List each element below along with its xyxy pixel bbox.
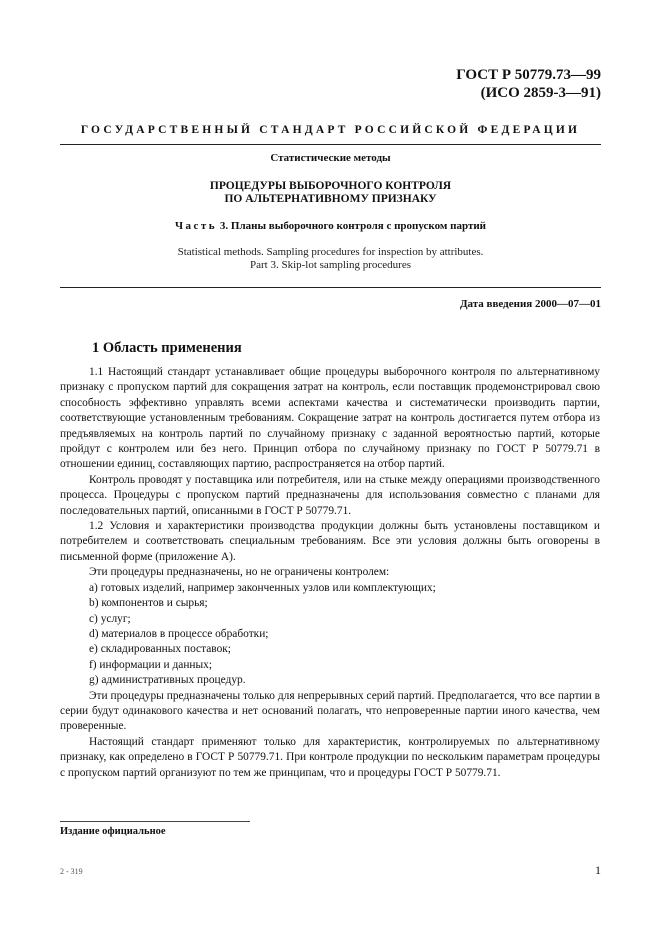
english-title-line-2: Part 3. Skip-lot sampling procedures: [249, 259, 411, 271]
part-heading: [60, 220, 601, 232]
footer-rule: [60, 821, 250, 822]
effective-date: Дата введения 2000—07—01: [459, 298, 601, 310]
document-title-line-2: ПО АЛЬТЕРНАТИВНОМУ ПРИЗНАКУ: [224, 193, 437, 205]
list-item: b) компонентов и сырья;: [89, 597, 208, 610]
list-item: g) административных процедур.: [89, 674, 246, 687]
section-body: [60, 365, 600, 781]
standard-code-iso: (ИСО 2859-3—91): [480, 85, 601, 101]
part-word: Часть: [174, 220, 218, 232]
paragraph-1-2: 1.2 Условия и характеристики производства продукции должны быть установлены поставщиком и потребителем и соответствовать специальным требованиям. Все эти условия должны быть оговорены в письменной форме (приложение А).: [60, 520, 600, 563]
paragraph-control: Контроль проводят у поставщика или потребителя, или на стыке между операциями производственного процесса. Процедуры с пропуском партий предназначены для использования совместно с планами для последовательных партий, описанными в ГОСТ Р 50779.71.: [60, 473, 600, 517]
list-item: с) услуг;: [89, 612, 131, 625]
document-title-line-1: ПРОЦЕДУРЫ ВЫБОРОЧНОГО КОНТРОЛЯ: [209, 180, 452, 192]
paragraph-intended: Эти процедуры предназначены, но не ограничены контролем:: [89, 566, 390, 579]
list-item: а) готовых изделий, например законченных узлов или комплектующих;: [89, 581, 436, 594]
standard-code-gost: ГОСТ Р 50779.73—99: [456, 67, 601, 83]
page-number: 1: [595, 863, 601, 877]
state-standard-title: ГОСУДАРСТВЕННЫЙ СТАНДАРТ РОССИЙСКОЙ ФЕДЕРАЦИИ: [80, 124, 581, 136]
paragraph-continuous-series: Эти процедуры предназначены только для непрерывных серий партий. Предполагается, что все партии в серии будут одинакового качества и нет оснований полагать, что непроверенные партии иного качества, чем проверенные.: [60, 689, 600, 733]
title-rule: [60, 287, 601, 288]
english-title: [60, 246, 601, 272]
list-item: е) складированных поставок;: [89, 643, 231, 656]
standard-code: [456, 66, 601, 102]
section-title: 1 Область применения: [92, 340, 242, 356]
printer-signature: 2 - 319: [60, 867, 83, 876]
list-item: d) материалов в процессе обработки;: [89, 627, 269, 640]
list-item: f) информации и данных;: [89, 658, 213, 671]
document-title: [60, 180, 601, 206]
english-title-line-1: Statistical methods. Sampling procedures for inspection by attributes.: [177, 246, 484, 258]
part-text: 3. Планы выборочного контроля с пропуском партий: [219, 220, 487, 232]
header-rule: [60, 144, 601, 145]
subject-heading: Статистические методы: [270, 152, 391, 164]
edition-label: Издание официальное: [60, 826, 166, 837]
paragraph-1-1: 1.1 Настоящий стандарт устанавливает общие процедуры выборочного контроля по альтернативному признаку с пропуском партий для сокращения затрат на контроль, если поставщик продемонстрировал свою способность эффективно управлять всеми аспектами качества и систематически производить партии, соответствующие установленным требованиям. Сокращение затрат на контроль достигается путем отбора из предъявляемых на контроль партий по случайному признаку с заданной вероятностью партий, которые пройдут с контролем или без него. Принцип отбора по случайному признаку по ГОСТ Р 50779.71 в отношении единиц, составляющих партию, распространяется на отбор партий.: [60, 366, 600, 471]
paragraph-scope-characteristics: Настоящий стандарт применяют только для характеристик, контролируемых по альтернативному признаку, как определено в ГОСТ Р 50779.71. При контроле продукции по нескольким параметрам процедуры с пропуском партий организуют по тем же принципам, что и процедуры ГОСТ Р 50779.71.: [60, 735, 600, 779]
